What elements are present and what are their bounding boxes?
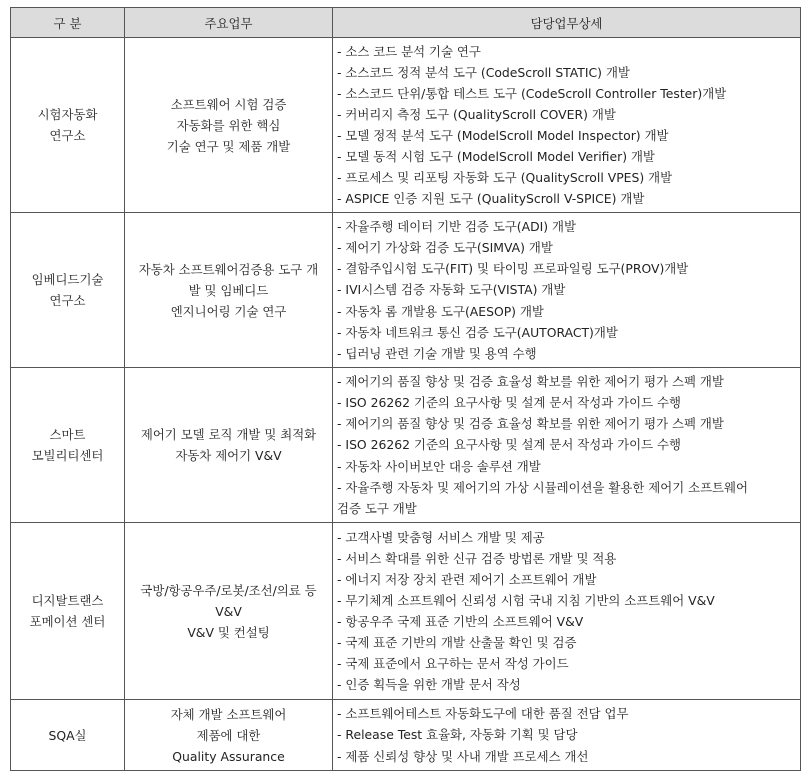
department-cell bbox=[11, 213, 125, 368]
duty-detail-item: - 커버리지 측정 도구 (QualityScroll COVER) 개발 bbox=[337, 106, 616, 122]
header-main-duties: 주요업무 bbox=[125, 8, 333, 38]
main-duties-cell bbox=[125, 368, 333, 523]
duty-details-cell bbox=[333, 38, 801, 213]
main-duties-cell bbox=[125, 523, 333, 700]
main-duty-text: Quality Assurance bbox=[172, 748, 285, 764]
duty-detail-item: - 인증 획득을 위한 개발 문서 작성 bbox=[337, 677, 521, 693]
duty-detail-item: - ISO 26262 기준의 요구사항 및 설계 문서 작성과 가이드 수행 bbox=[337, 395, 681, 411]
main-duty-text: 제품에 대한 bbox=[196, 727, 261, 743]
main-duty-text: 제어기 모델 로직 개발 및 최적화 bbox=[140, 427, 317, 442]
main-duties-cell bbox=[125, 38, 333, 213]
duty-detail-item: - Release Test 효율화, 자동화 기획 및 담당 bbox=[337, 727, 578, 743]
duty-detail-item: - ASPICE 인증 지원 도구 (QualityScroll V-SPICE) 개발 bbox=[337, 191, 645, 207]
duty-detail-item: - 무기체계 소프트웨어 신뢰성 시험 국내 지침 기반의 소프트웨어 V&V bbox=[337, 592, 715, 608]
main-duty-text: 엔지니어링 기술 연구 bbox=[170, 303, 287, 319]
main-duty-text: 발 및 임베디드 bbox=[188, 282, 269, 298]
main-duties-cell bbox=[125, 213, 333, 368]
table-row bbox=[11, 368, 801, 523]
duty-detail-item-continued: 검증 도구 개발 bbox=[337, 500, 417, 516]
duty-detail-item: - 딥러닝 관련 기술 개발 및 용역 수행 bbox=[337, 345, 537, 361]
main-duty-text: 기술 연구 및 제품 개발 bbox=[166, 138, 291, 154]
table-row bbox=[11, 38, 801, 213]
duty-detail-item: - 소프트웨어테스트 자동화도구에 대한 품질 전담 업무 bbox=[337, 706, 629, 722]
duty-detail-item: - 제어기 가상화 검증 도구(SIMVA) 개발 bbox=[337, 240, 553, 256]
duty-detail-item: - 소스코드 단위/통합 테스트 도구 (CodeScroll Controller Tester)개발 bbox=[337, 85, 727, 101]
duty-detail-item: - 소스코드 정적 분석 도구 (CodeScroll STATIC) 개발 bbox=[337, 64, 630, 80]
duty-detail-item: - 자율주행 자동차 및 제어기의 가상 시뮬레이션을 활용한 제어기 소프트웨어 bbox=[337, 479, 748, 495]
main-duty-text: V&V 및 컨설팅 bbox=[187, 624, 270, 640]
department-name: 모빌리티센터 bbox=[31, 448, 104, 463]
table-header-row bbox=[11, 8, 801, 38]
main-duty-text: 자동차 소프트웨어검증용 도구 개 bbox=[138, 261, 319, 277]
department-cell bbox=[11, 38, 125, 213]
department-name: 연구소 bbox=[49, 293, 86, 308]
department-name: 시험자동화 bbox=[37, 107, 98, 122]
department-name: SQA실 bbox=[48, 727, 87, 743]
header-duty-details: 담당업무상세 bbox=[333, 8, 801, 38]
duty-detail-item: - 모델 정적 분석 도구 (ModelScroll Model Inspector) 개발 bbox=[337, 128, 669, 143]
duty-detail-item: - 결함주입시험 도구(FIT) 및 타이밍 프로파일링 도구(PROV)개발 bbox=[337, 261, 689, 277]
duty-detail-item: - 소스 코드 분석 기술 연구 bbox=[337, 43, 481, 59]
duty-detail-item: - 에너지 저장 장치 관련 제어기 소프트웨어 개발 bbox=[337, 571, 597, 587]
main-duty-text: 자체 개발 소프트웨어 bbox=[170, 706, 287, 722]
duty-detail-item: - 자율주행 데이터 기반 검증 도구(ADI) 개발 bbox=[337, 219, 576, 235]
main-duty-text: 소프트웨어 시험 검증 bbox=[170, 96, 287, 112]
duty-detail-item: - 고객사별 맞춤형 서비스 개발 및 제공 bbox=[337, 529, 545, 545]
duty-detail-item: - IVI시스템 검증 자동화 도구(VISTA) 개발 bbox=[337, 282, 566, 298]
duty-details-cell bbox=[333, 700, 801, 771]
duty-detail-item: - 국제 표준 기반의 개발 산출물 확인 및 검증 bbox=[337, 635, 577, 651]
duty-detail-item: - 프로세스 및 리포팅 자동화 도구 (QualityScroll VPES) 개발 bbox=[337, 170, 673, 186]
department-cell bbox=[11, 700, 125, 771]
main-duties-cell bbox=[125, 700, 333, 771]
department-name: 디지탈트랜스 bbox=[31, 593, 104, 608]
table-row bbox=[11, 523, 801, 700]
duty-details-cell bbox=[333, 213, 801, 368]
main-duty-text: 국방/항공우주/로봇/조선/의료 등 bbox=[140, 582, 317, 598]
department-name: 연구소 bbox=[49, 128, 86, 143]
department-name: 임베디드기술 bbox=[31, 272, 104, 287]
duty-detail-item: - 제어기의 품질 향상 및 검증 효율성 확보를 위한 제어기 평가 스펙 개발 bbox=[337, 416, 724, 432]
main-duty-text: 자동차 제어기 V&V bbox=[175, 448, 282, 463]
main-duty-text: 자동화를 위한 핵심 bbox=[176, 117, 281, 133]
duty-detail-item: - 제품 신뢰성 향상 및 사내 개발 프로세스 개선 bbox=[337, 748, 589, 764]
duty-detail-item: - 제어기의 품질 향상 및 검증 효율성 확보를 위한 제어기 평가 스펙 개발 bbox=[337, 374, 724, 390]
main-duty-text: V&V bbox=[215, 603, 242, 619]
table-row bbox=[11, 700, 801, 771]
department-name: 포메이션 센터 bbox=[29, 614, 106, 629]
department-cell bbox=[11, 368, 125, 523]
duty-detail-item: - 서비스 확대를 위한 신규 검증 방법론 개발 및 적용 bbox=[337, 550, 617, 566]
duty-detail-item: - 자동차 네트워크 통신 검증 도구(AUTORACT)개발 bbox=[337, 324, 618, 340]
duty-detail-item: - 자동차 롬 개발용 도구(AESOP) 개발 bbox=[337, 303, 544, 319]
duty-detail-item: - 모델 동적 시험 도구 (ModelScroll Model Verifier) 개발 bbox=[337, 149, 655, 165]
table-row bbox=[11, 213, 801, 368]
department-cell bbox=[11, 523, 125, 700]
duty-detail-item: - 자동차 사이버보안 대응 솔루션 개발 bbox=[337, 458, 541, 474]
duty-details-cell bbox=[333, 368, 801, 523]
header-division: 구 분 bbox=[11, 8, 125, 38]
department-name: 스마트 bbox=[49, 427, 86, 442]
duty-detail-item: - ISO 26262 기준의 요구사항 및 설계 문서 작성과 가이드 수행 bbox=[337, 437, 681, 453]
duty-details-cell bbox=[333, 523, 801, 700]
duty-detail-item: - 국제 표준에서 요구하는 문서 작성 가이드 bbox=[337, 656, 569, 672]
department-duties-table bbox=[10, 7, 801, 771]
duty-detail-item: - 항공우주 국제 표준 기반의 소프트웨어 V&V bbox=[337, 614, 584, 629]
